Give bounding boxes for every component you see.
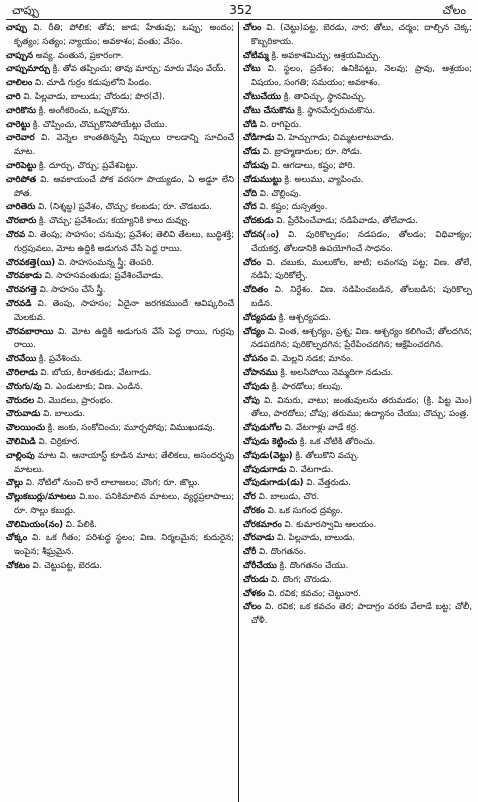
definition: వి. పేలికి.	[65, 519, 97, 530]
headword: చోపుడు	[243, 381, 270, 392]
definition: వి. వేత్తరుడు.	[306, 478, 351, 489]
headword: చోరవాడు	[243, 533, 275, 544]
dictionary-entry	[6, 270, 234, 284]
headword: చౌరుదల	[6, 395, 35, 406]
headword: చోపు	[243, 395, 260, 406]
definition: వి. చూడి గుర్రం కడుపులోని పిండం.	[34, 78, 152, 89]
headword: చోటు	[243, 64, 261, 75]
headword: చౌలయించు	[6, 423, 46, 434]
dictionary-entry	[243, 477, 472, 491]
headword: చాప్పు	[6, 23, 27, 33]
dictionary-entry	[6, 215, 234, 229]
dictionary-entry	[6, 174, 234, 202]
dictionary-entry	[243, 560, 472, 574]
headword: చోద్యం	[243, 326, 265, 337]
definition: క్రి. అలసిపోయి నెమ్మదిగా నడుచు.	[280, 367, 394, 378]
headword: చొరుగు/వు	[6, 381, 42, 392]
definition: వి. రాగిపైరు.	[259, 119, 302, 130]
headword: చోరకమారం	[243, 519, 282, 530]
dictionary-entry	[243, 229, 472, 257]
definition: క్రి. తోలుకొని వచ్చు.	[295, 450, 360, 461]
definition: వి. ప్రేరేపించేవాడు; నడిపేవాడు, తోలేవాడు.	[276, 216, 418, 227]
headword: చాప్పుమార్చు	[6, 64, 51, 75]
definition: క్రి. చొచ్చు; ప్రవేశించు; కయ్యానికి కాలు దువ్వు.	[39, 216, 190, 227]
dictionary-entry	[6, 50, 234, 64]
headword: చొరవబారాయి	[6, 326, 54, 337]
definition: వి. చెట్టుపట్ట, బెరడు.	[32, 561, 103, 572]
headword: చారెవార	[6, 133, 35, 144]
headword: చాల్లింపు	[6, 450, 35, 461]
definition: క్రి. అవకాశమిచ్చు; ఆశ్రయమిచ్చు.	[271, 50, 381, 61]
headword: చోద	[243, 202, 257, 213]
dictionary-entry	[243, 119, 472, 133]
definition: వి. ఆగడాలు, కష్టం; పోరి.	[271, 160, 356, 171]
headword: చాప్పున	[6, 50, 34, 61]
headword: చోద్యపడు	[243, 312, 277, 323]
dictionary-entry	[6, 119, 234, 133]
dictionary-entry	[243, 491, 472, 505]
definition: వి. పురికొల్పడం; నడపడం, తోలడం; విధివాక్యం; చేయకర్త, తోలడానికి ఉపయోగించే సాధనం.	[251, 229, 472, 254]
dictionary-entry	[6, 395, 234, 409]
headword: చోటు చేసుకొను	[243, 105, 295, 116]
dictionary-entry	[243, 422, 472, 436]
definition: వి. వింత, ఆశ్చర్యం, ప్రశ్న; విణ. ఆశ్చర్యం కలిగించే; తోలదగిన; నడపదగిన; పురికొల్పదగిన; ప్రేరేపించదగిన; ఆక్షేపించదగిన.	[251, 326, 472, 351]
dictionary-entry	[243, 395, 472, 423]
definition: క్రి. జంకు, సంకోచించు; మూర్ఛపోవు; విముఖుడవు.	[47, 423, 216, 434]
dictionary-entry	[6, 201, 234, 215]
definition: వి. మొదలు, ప్రారంభం.	[36, 395, 114, 406]
dictionary-entry	[243, 174, 472, 188]
dictionary-entry	[243, 22, 472, 50]
dictionary-entry	[243, 436, 472, 450]
headword: చోపానము	[243, 367, 278, 378]
definition: వి. బాలుడు.	[43, 409, 86, 420]
dictionary-entry	[243, 201, 472, 215]
definition: క్రి. ఒక చోటికి తోరించు.	[299, 436, 376, 447]
definition: క్రి. తావిచ్చు, స్థానమిచ్చు.	[283, 91, 367, 102]
headword: చోరకం	[243, 505, 265, 516]
headword: చారెట్టు	[6, 119, 31, 130]
headword: చొరవేయి	[6, 354, 37, 365]
dictionary-entry	[6, 450, 234, 478]
definition: క్రి. తోవ తప్పించు; తావు మార్చు; మారు వేషం వేయ్.	[52, 64, 226, 75]
dictionary-entry	[243, 91, 472, 105]
headword: చోరీ	[243, 547, 257, 558]
definition: వి. ఎండుటాకు; విణ. ఎండిన.	[44, 381, 143, 392]
headword: చోపుడుగోల	[243, 423, 282, 434]
dictionary-entry	[243, 105, 472, 119]
headword: చొరవకత్తె(యి)	[6, 257, 56, 268]
dictionary-entry	[243, 160, 472, 174]
dictionary-entry	[6, 560, 234, 574]
dictionary-entry	[6, 91, 234, 105]
definition: క్రి. పారడోలు; కలుపు.	[271, 381, 343, 392]
dictionary-entry	[6, 22, 234, 50]
dictionary-entry	[6, 132, 234, 160]
dictionary-entry	[6, 422, 234, 436]
columns	[6, 22, 472, 802]
headword: చోకటం	[6, 561, 30, 572]
headword: చోక్కం	[6, 533, 28, 544]
definition: వి. కష్టం; దుస్సత్వం.	[259, 202, 328, 213]
headword: చౌరువాడు	[6, 409, 41, 420]
headword: చోటిమ్మ	[243, 50, 269, 61]
definition: వి. దొంగతనం.	[259, 547, 307, 558]
definition: క్రి. స్థానమేర్పరుచుకొను.	[297, 105, 376, 116]
dictionary-entry	[243, 257, 472, 285]
header-right-guideword: చోలం	[442, 4, 466, 17]
dictionary-entry	[243, 450, 472, 464]
definition: వి. (చెట్టు)పట్ట, బెరడు, నార; తోలు, చర్మం; దాల్చిన చెక్క; కొబ్బరికాయ.	[251, 23, 472, 47]
headword: చొరవగత్తె	[6, 285, 37, 296]
definition: క్రి. ఆశ్చర్యపడు.	[278, 312, 331, 323]
header-left-guideword: చాప్పు	[12, 4, 39, 17]
definition: వి. రవిక; ఒక కవచం తెర; పాదాగ్రం వరకు వేలాడే బట్ట; చోలీ, చోళీ.	[251, 602, 472, 627]
dictionary-entry	[243, 146, 472, 160]
dictionary-entry	[243, 312, 472, 326]
headword: చొలిమియం(నం)	[6, 519, 63, 530]
definition: క్రి. దూర్చు, చొర్చు; ప్రవేశపెట్టు.	[39, 160, 138, 171]
definition: వి. కుమారస్వామి ఆలయం.	[284, 519, 377, 530]
dictionary-entry	[6, 63, 234, 77]
definition: వి. నిర్దేశం. విణ. నడిపించబడిన, తోలబడిన; పురికొల్ప బడిన.	[251, 285, 472, 309]
headword: చోదకుడు	[243, 216, 274, 227]
headword: చోపుడుగాడు	[243, 464, 287, 475]
dictionary-entry	[6, 160, 234, 174]
dictionary-entry	[243, 464, 472, 478]
definition: వి. స్థలం, ప్రదేశం; ఉనికిపట్టు, నెలవు; ప్రావు, ఆశ్రయం; విషయం, సంగతి; సమయం; అవకాశం.	[251, 64, 472, 89]
definition: వి. (నిశ్శబ్ద) ప్రవేశం, చొచ్చు; కలబడు; రూ. చొడబడు.	[38, 202, 212, 213]
definition: వి. రీతి; పోలిక; తోవ; జాడ; హేతువు; ఒప్పు; అందం; కృత్యం; సత్యం; న్యాయం; అవకాశం; వంతు; వేసం.	[14, 23, 234, 47]
definition: వి. తెంపు, సాహసం; ఏదైనా జరగకముందే ఆవిష్కరించే మెలకువ.	[14, 298, 235, 323]
headword: చోడు	[243, 147, 261, 158]
dictionary-entry	[6, 519, 234, 533]
definition: వి. బ్రాహ్మణాదుల; రూ. సోడు.	[262, 147, 363, 158]
headword: చోదితం	[243, 285, 269, 296]
definition: మాట వి. ఆనాయాస్ట్ కూడిన మాట; తేలికలు, అసందర్భపు మాటలు.	[14, 450, 235, 475]
definition: వి. మెల్లని నడక; మానం.	[270, 354, 354, 365]
definition: వి. వినురు, వాటు; జంతువులను తరుమడం; (క్రి. పిట్ట మెం) తోలు, పారదోలు; చోపు; తరుము; ఉద్యానం చేయు; చొచ్చు; పంత్ర.	[251, 395, 472, 420]
headword: చోపుడు కెట్టించు	[243, 436, 298, 447]
dictionary-entry	[6, 353, 234, 367]
dictionary-entry	[243, 353, 472, 367]
definition: వి.బం. పనికిమాలిన మాటలు, వ్యర్థప్రలాపాలు; రూ. సొల్లు కబుర్లు.	[14, 492, 234, 516]
definition: వి. తెంపు; సాహసం; చనువు; ప్రవేశం; తెలివి తేటలు, బుద్ధిశక్తి; గుర్రపువలు, మోట ఉద్దికి అడుగున వేసే పెద్ద రాయి.	[14, 229, 234, 254]
definition: వి. మోట ఉద్దికి అడుగున వేసే పెద్ద రాయి, గుర్రపు రాయి.	[14, 326, 235, 351]
dictionary-entry	[243, 574, 472, 588]
headword: చోలం	[243, 23, 262, 33]
definition: వి. సాహసంమన్న స్త్రీ; తెంపరి.	[57, 257, 155, 268]
dictionary-entry	[6, 436, 234, 450]
dictionary-entry	[6, 298, 234, 326]
definition: వి. రవిక; కవచం; చెట్టునార.	[268, 588, 361, 599]
dictionary-entry	[243, 367, 472, 381]
headword: చారి	[6, 91, 21, 102]
dictionary-entry	[243, 546, 472, 560]
dictionary-entry	[6, 532, 234, 560]
definition: వి. పిల్లవాడు, బాలుడు.	[277, 533, 356, 544]
dictionary-entry	[243, 284, 472, 312]
definition: వి. ఆవకాయంచే పోక వరసగా పొయ్యడం, ఏ అడ్డూ లేని పోత.	[14, 174, 234, 199]
dictionary-entry	[6, 105, 234, 119]
headword: చోదం	[243, 257, 262, 268]
definition: వి. చొల్లింపు.	[259, 188, 302, 199]
headword: చోరీచేయు	[243, 561, 277, 572]
dictionary-entry	[243, 326, 472, 354]
definition: క్రి. చొప్పించు, చొచ్చుకొనిపోయేట్లు చేయు.	[32, 119, 168, 130]
definition: వి. నోటిలో నుంచి కారే లాలాజలం; చొంగ; రూ. జొల్లు.	[25, 478, 200, 489]
definition: వి. బాలుడు, చొర.	[258, 492, 320, 503]
dictionary-entry	[243, 381, 472, 395]
definition: వి. సాహసవంతుడు; ప్రవేశించేవాడు.	[44, 271, 164, 282]
headword: చారికొను	[6, 105, 37, 116]
headword: చోలం	[243, 602, 262, 613]
right-column	[239, 22, 472, 802]
dictionary-entry	[6, 284, 234, 298]
definition: వి. వేటగాళ్లు వాడే కర్ర.	[284, 423, 359, 434]
headword: చోళకం	[243, 588, 266, 599]
dictionary-entry	[6, 326, 234, 354]
dictionary-entry	[243, 519, 472, 533]
headword: చోదన(ం)	[243, 229, 280, 240]
dictionary-entry	[243, 588, 472, 602]
definition: వి. పిల్లవాడు, బాలుడు; చోరుడు; పొర(చే).	[23, 91, 165, 102]
definition: వి. హెచ్చుగాడు; చిమ్మటలాటవాడు.	[277, 133, 395, 144]
dictionary-entry	[243, 215, 472, 229]
definition: వి. ఒక గీతం; పరిశుద్ధ స్థలం; విణ. నిర్మలమైన; కుదురైన; ఇంపైన; శీఘ్రమైన.	[14, 533, 234, 558]
definition: క్రి. ప్రవేశించు.	[38, 354, 83, 365]
definition: క్రి. అలుము, వ్యాపించు.	[284, 174, 364, 185]
dictionary-entry	[6, 491, 234, 519]
dictionary-entry	[243, 50, 472, 64]
definition: క్రి. దొంగతనం చేయు.	[279, 561, 349, 572]
dictionary-entry	[243, 63, 472, 91]
definition: వి. చబుకు, ములుకోల, జాటి; లవంగపు పట్ట; విణ. తోలే, నడిపే; పురికోల్పే.	[251, 257, 472, 282]
headword: చోర	[243, 492, 257, 503]
definition: వి. చిర్రికూర.	[38, 436, 80, 447]
dictionary-entry	[243, 188, 472, 202]
headword: చౌలిమిడి	[6, 436, 36, 447]
headword: చారితెరు	[6, 202, 36, 213]
left-column	[6, 22, 239, 802]
dictionary-entry	[243, 505, 472, 519]
headword: చొరబారు	[6, 216, 37, 227]
definition: వి. దొంగ; చొరుడు.	[271, 574, 332, 585]
headword: చొరిలాడు	[6, 367, 38, 378]
dictionary-entry	[6, 408, 234, 422]
headword: చోడిగాడు	[243, 133, 275, 144]
definition: వి. ఒక సుగంధ ద్రవ్యం.	[267, 505, 343, 516]
dictionary-entry	[243, 132, 472, 146]
definition: వి. సాహసం చేసే స్త్రీ.	[39, 285, 106, 296]
headword: చారిపోత	[6, 174, 37, 185]
definition: అవ్య. వంతున, ప్రకారంగా.	[35, 50, 124, 61]
headword: చాలిలం	[6, 78, 33, 89]
definition: వి. బోయ, కిరాతకుడు; వేటగాడు.	[40, 367, 152, 378]
headword: చోడుముట్టు	[243, 174, 282, 185]
headword: చొరవడి	[6, 298, 32, 309]
dictionary-entry	[243, 601, 472, 629]
dictionary-entry	[6, 77, 234, 91]
headword: చోది	[243, 188, 258, 199]
headword: చొల్లు	[6, 478, 24, 489]
headword: చొల్లుకబుర్లు/మాటలు	[6, 492, 76, 503]
dictionary-entry	[6, 257, 234, 271]
dictionary-entry	[6, 367, 234, 381]
headword: చోడుపు	[243, 160, 269, 171]
definition: వి. వెన్నెల కాంతతిన్నప్పే నిప్పులు రాలడాన్ని సూచించే మాట.	[14, 133, 234, 158]
definition: వి. వేటగాడు.	[289, 464, 334, 475]
headword: చొరవకాడు	[6, 271, 42, 282]
headword: చారిపెట్టు	[6, 160, 37, 171]
page-number: 352	[229, 3, 253, 17]
headword: చోడి	[243, 119, 258, 130]
dictionary-entry	[6, 381, 234, 395]
headword: చొరవ	[6, 229, 26, 240]
dictionary-entry	[6, 229, 234, 257]
definition: క్రి. అంగీకరించు, ఒప్పుకొను.	[38, 105, 131, 116]
page-header	[6, 3, 472, 20]
headword: చోపనం	[243, 354, 268, 365]
headword: చోరుడు	[243, 574, 269, 585]
headword: చోపుడుగాడు(డు)	[243, 478, 304, 489]
headword: చోపుడు(వెట్టు)	[243, 450, 293, 461]
dictionary-entry	[243, 532, 472, 546]
dictionary-entry	[6, 477, 234, 491]
headword: చోటుచేయు	[243, 91, 282, 102]
